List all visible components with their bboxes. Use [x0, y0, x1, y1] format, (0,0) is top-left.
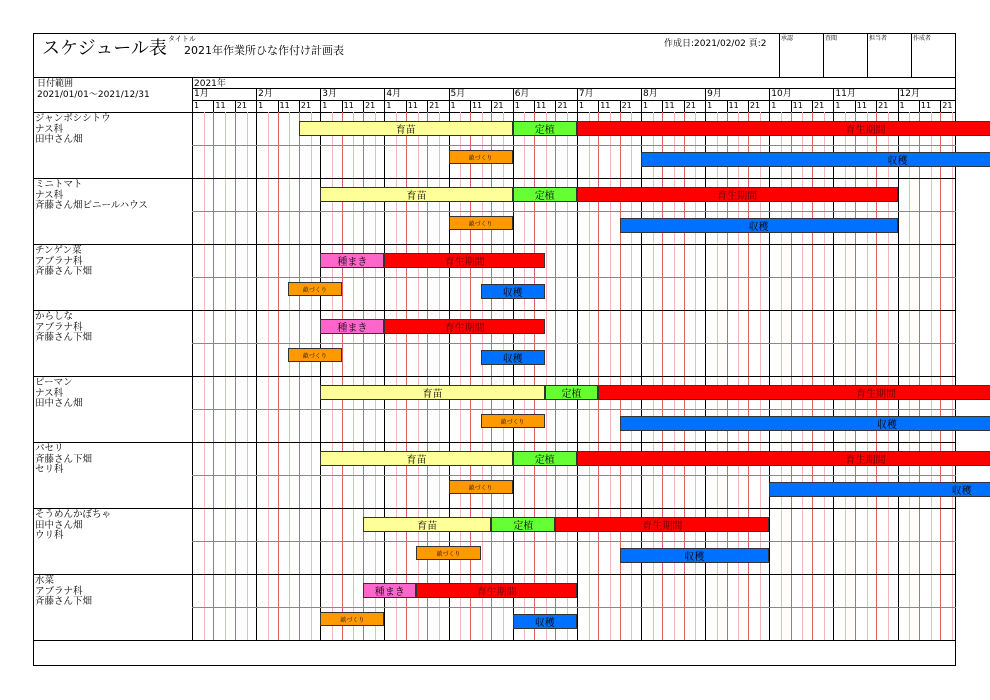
gantt-bar-unezukuri: 畝づくり	[288, 282, 341, 296]
row-separator	[33, 178, 956, 179]
row-midline	[192, 607, 956, 608]
crop-label-line: アブラナ科	[35, 585, 83, 597]
crop-label-line: チンゲン菜	[35, 245, 82, 256]
crop-label-line: ウリ科	[35, 530, 64, 541]
crop-label-line: 水菜	[35, 575, 55, 586]
day-label: 11	[343, 101, 354, 110]
gantt-bar-seiiku: 育生期間	[577, 187, 898, 202]
month-label: 5月	[450, 89, 466, 99]
crop-label-line: そうめんかぼちゃ	[35, 509, 112, 520]
month-gridline	[320, 88, 321, 640]
created-date-page: 作成日:2021/02/02 頁:2	[664, 39, 767, 49]
crop-label-line: からしな	[35, 311, 74, 322]
stamp-person-in-charge: 担当者	[869, 35, 888, 42]
row-separator	[33, 442, 956, 443]
day-label: 11	[279, 101, 290, 110]
row-midline	[192, 475, 956, 476]
day-label: 1	[642, 101, 649, 110]
row-midline	[192, 343, 956, 344]
month-label: 6月	[514, 89, 530, 99]
gantt-bar-ikubyo: 育苗	[320, 187, 512, 202]
gantt-bar-unezukuri: 畝づくり	[481, 414, 545, 428]
row-separator	[33, 244, 956, 245]
day-label: 1	[322, 101, 328, 110]
crop-label-line: アブラナ科	[35, 321, 83, 333]
day-label: 21	[557, 101, 568, 110]
stamp-divider	[823, 33, 824, 77]
crop-label-line: 斉藤さん下畑	[35, 453, 93, 465]
day-label: 1	[899, 101, 905, 110]
day-label: 1	[258, 101, 264, 110]
stamp-divider	[867, 33, 868, 77]
footer-rule	[33, 640, 956, 641]
gantt-bar-syukaku: 収穫	[481, 284, 545, 299]
month-gridline	[577, 88, 578, 640]
date-range-value: 2021/01/01〜2021/12/31	[37, 90, 150, 100]
crop-label-line: ジャンボシシトウ	[35, 113, 111, 124]
stamp-review: 査閲	[825, 35, 838, 42]
page-title: スケジュール表	[42, 38, 167, 59]
row-separator	[33, 310, 956, 311]
day-label: 11	[728, 101, 739, 110]
row-separator	[33, 574, 956, 575]
day-label: 11	[792, 101, 803, 110]
month-label: 3月	[322, 89, 337, 99]
month-label: 1月	[194, 89, 209, 99]
month-label: 9月	[707, 89, 722, 99]
crop-label-line: ナス科	[35, 123, 64, 135]
month-label: 4月	[386, 89, 402, 99]
month-gridline	[898, 88, 899, 640]
day-label: 21	[942, 101, 953, 110]
label-column-divider	[192, 77, 193, 640]
day-label: 21	[365, 101, 376, 110]
crop-label-line: ナス科	[35, 189, 64, 201]
crop-label-line: 斉藤さん畑ビニールハウス	[35, 200, 148, 211]
year-label: 2021年	[194, 79, 226, 89]
day-label: 21	[236, 101, 247, 110]
gantt-bar-teishoku: 定植	[513, 187, 577, 202]
day-label: 11	[856, 101, 867, 110]
timeline-rule	[33, 112, 956, 113]
day-label: 11	[536, 101, 547, 110]
gantt-bar-tanemaki: 種まき	[363, 583, 416, 598]
crop-label-line: 田中さん畑	[35, 134, 83, 145]
crop-label-line: 斉藤さん下畑	[35, 266, 93, 277]
crop-label-line: 田中さん畑	[35, 398, 83, 409]
month-label: 8月	[642, 89, 658, 99]
gantt-bar-teishoku: 定植	[545, 385, 598, 400]
gantt-bar-syukaku: 収穫	[641, 152, 990, 167]
day-label: 21	[749, 101, 761, 110]
crop-label-line: 斉藤さん下畑	[35, 596, 93, 607]
gantt-bar-syukaku: 収穫	[513, 614, 577, 629]
day-label: 1	[835, 101, 841, 110]
gantt-bar-unezukuri: 畝づくり	[449, 480, 513, 494]
month-gridline	[384, 88, 385, 640]
date-range-label: 日付範囲	[37, 79, 74, 89]
gantt-bar-seiiku: 育生期間	[384, 253, 544, 268]
gantt-bar-syukaku: 収穫	[481, 350, 545, 365]
row-midline	[192, 277, 956, 278]
month-label: 10月	[771, 89, 792, 99]
day-label: 21	[429, 101, 440, 110]
month-label: 2月	[258, 89, 273, 99]
month-label: 12月	[899, 89, 920, 99]
gantt-bar-seiiku: 育生期間	[598, 385, 990, 400]
stamp-approval: 承認	[781, 35, 794, 42]
row-midline	[192, 211, 956, 212]
day-label: 1	[578, 101, 584, 110]
gantt-bar-ikubyo: 育苗	[320, 451, 512, 466]
gantt-bar-teishoku: 定植	[513, 121, 577, 136]
schedule-subtitle: 2021年作業所ひな作付け計画表	[184, 44, 344, 57]
day-label: 11	[471, 101, 483, 110]
day-label: 21	[493, 101, 504, 110]
day-label: 21	[814, 101, 825, 110]
day-label: 11	[407, 101, 418, 110]
crop-label-line: ミニトマト	[35, 179, 83, 190]
day-label: 1	[707, 101, 713, 110]
crop-label-line: セリ科	[35, 464, 64, 475]
day-label: 11	[600, 101, 611, 110]
gantt-bar-syukaku: 収穫	[620, 218, 898, 233]
day-label: 1	[386, 101, 392, 110]
row-midline	[192, 145, 956, 146]
day-label: 1	[771, 101, 777, 110]
crop-label-line: 斉藤さん下畑	[35, 332, 93, 343]
crop-label-line: アブラナ科	[35, 255, 83, 267]
gantt-bar-unezukuri: 畝づくり	[288, 348, 341, 362]
gantt-bar-syukaku: 収穫	[769, 482, 990, 497]
month-label: 7月	[578, 89, 594, 99]
gantt-bar-seiiku: 育生期間	[577, 121, 990, 136]
day-label: 21	[878, 101, 889, 110]
day-label: 11	[664, 101, 675, 110]
gantt-bar-seiiku: 育生期間	[416, 583, 576, 598]
gantt-bar-syukaku: 収穫	[620, 548, 770, 563]
gantt-bar-ikubyo: 育苗	[363, 517, 491, 532]
gantt-bar-tanemaki: 種まき	[320, 253, 384, 268]
gantt-bar-unezukuri: 畝づくり	[320, 612, 384, 626]
gantt-bar-teishoku: 定植	[513, 451, 577, 466]
gantt-bar-teishoku: 定植	[491, 517, 555, 532]
day-label: 1	[514, 101, 520, 110]
gantt-bar-syukaku: 収穫	[620, 416, 990, 431]
row-separator	[33, 508, 956, 509]
gantt-bar-seiiku: 育生期間	[555, 517, 769, 532]
day-label: 21	[685, 101, 696, 110]
day-label: 21	[621, 101, 632, 110]
crop-label-line: パセリ	[35, 443, 64, 454]
month-gridline	[833, 88, 834, 640]
gantt-bar-unezukuri: 畝づくり	[449, 216, 513, 230]
stamp-divider	[911, 33, 912, 77]
stamp-divider	[779, 33, 780, 77]
day-label: 1	[450, 101, 456, 110]
gantt-bar-seiiku: 育生期間	[384, 319, 544, 334]
row-midline	[192, 541, 956, 542]
day-label: 21	[300, 101, 312, 110]
gantt-bar-ikubyo: 育苗	[299, 121, 513, 136]
day-label: 1	[194, 101, 200, 110]
month-gridline	[256, 88, 257, 640]
day-label: 11	[215, 101, 226, 110]
row-midline	[192, 409, 956, 410]
crop-label-line: ピーマン	[35, 377, 73, 388]
crop-label-line: ナス科	[35, 387, 64, 399]
row-separator	[33, 376, 956, 377]
gantt-bar-seiiku: 育生期間	[577, 451, 990, 466]
gantt-bar-unezukuri: 畝づくり	[416, 546, 480, 560]
gantt-bar-unezukuri: 畝づくり	[449, 150, 513, 164]
crop-label-line: 田中さん畑	[35, 519, 83, 531]
header-rule	[33, 77, 956, 78]
gantt-bar-tanemaki: 種まき	[320, 319, 384, 334]
month-gridline	[769, 88, 770, 640]
title-caption: タイトル	[168, 35, 196, 43]
gantt-bar-ikubyo: 育苗	[320, 385, 544, 400]
month-label: 11月	[835, 89, 856, 99]
stamp-author: 作成者	[913, 35, 932, 42]
day-label: 11	[920, 101, 932, 110]
